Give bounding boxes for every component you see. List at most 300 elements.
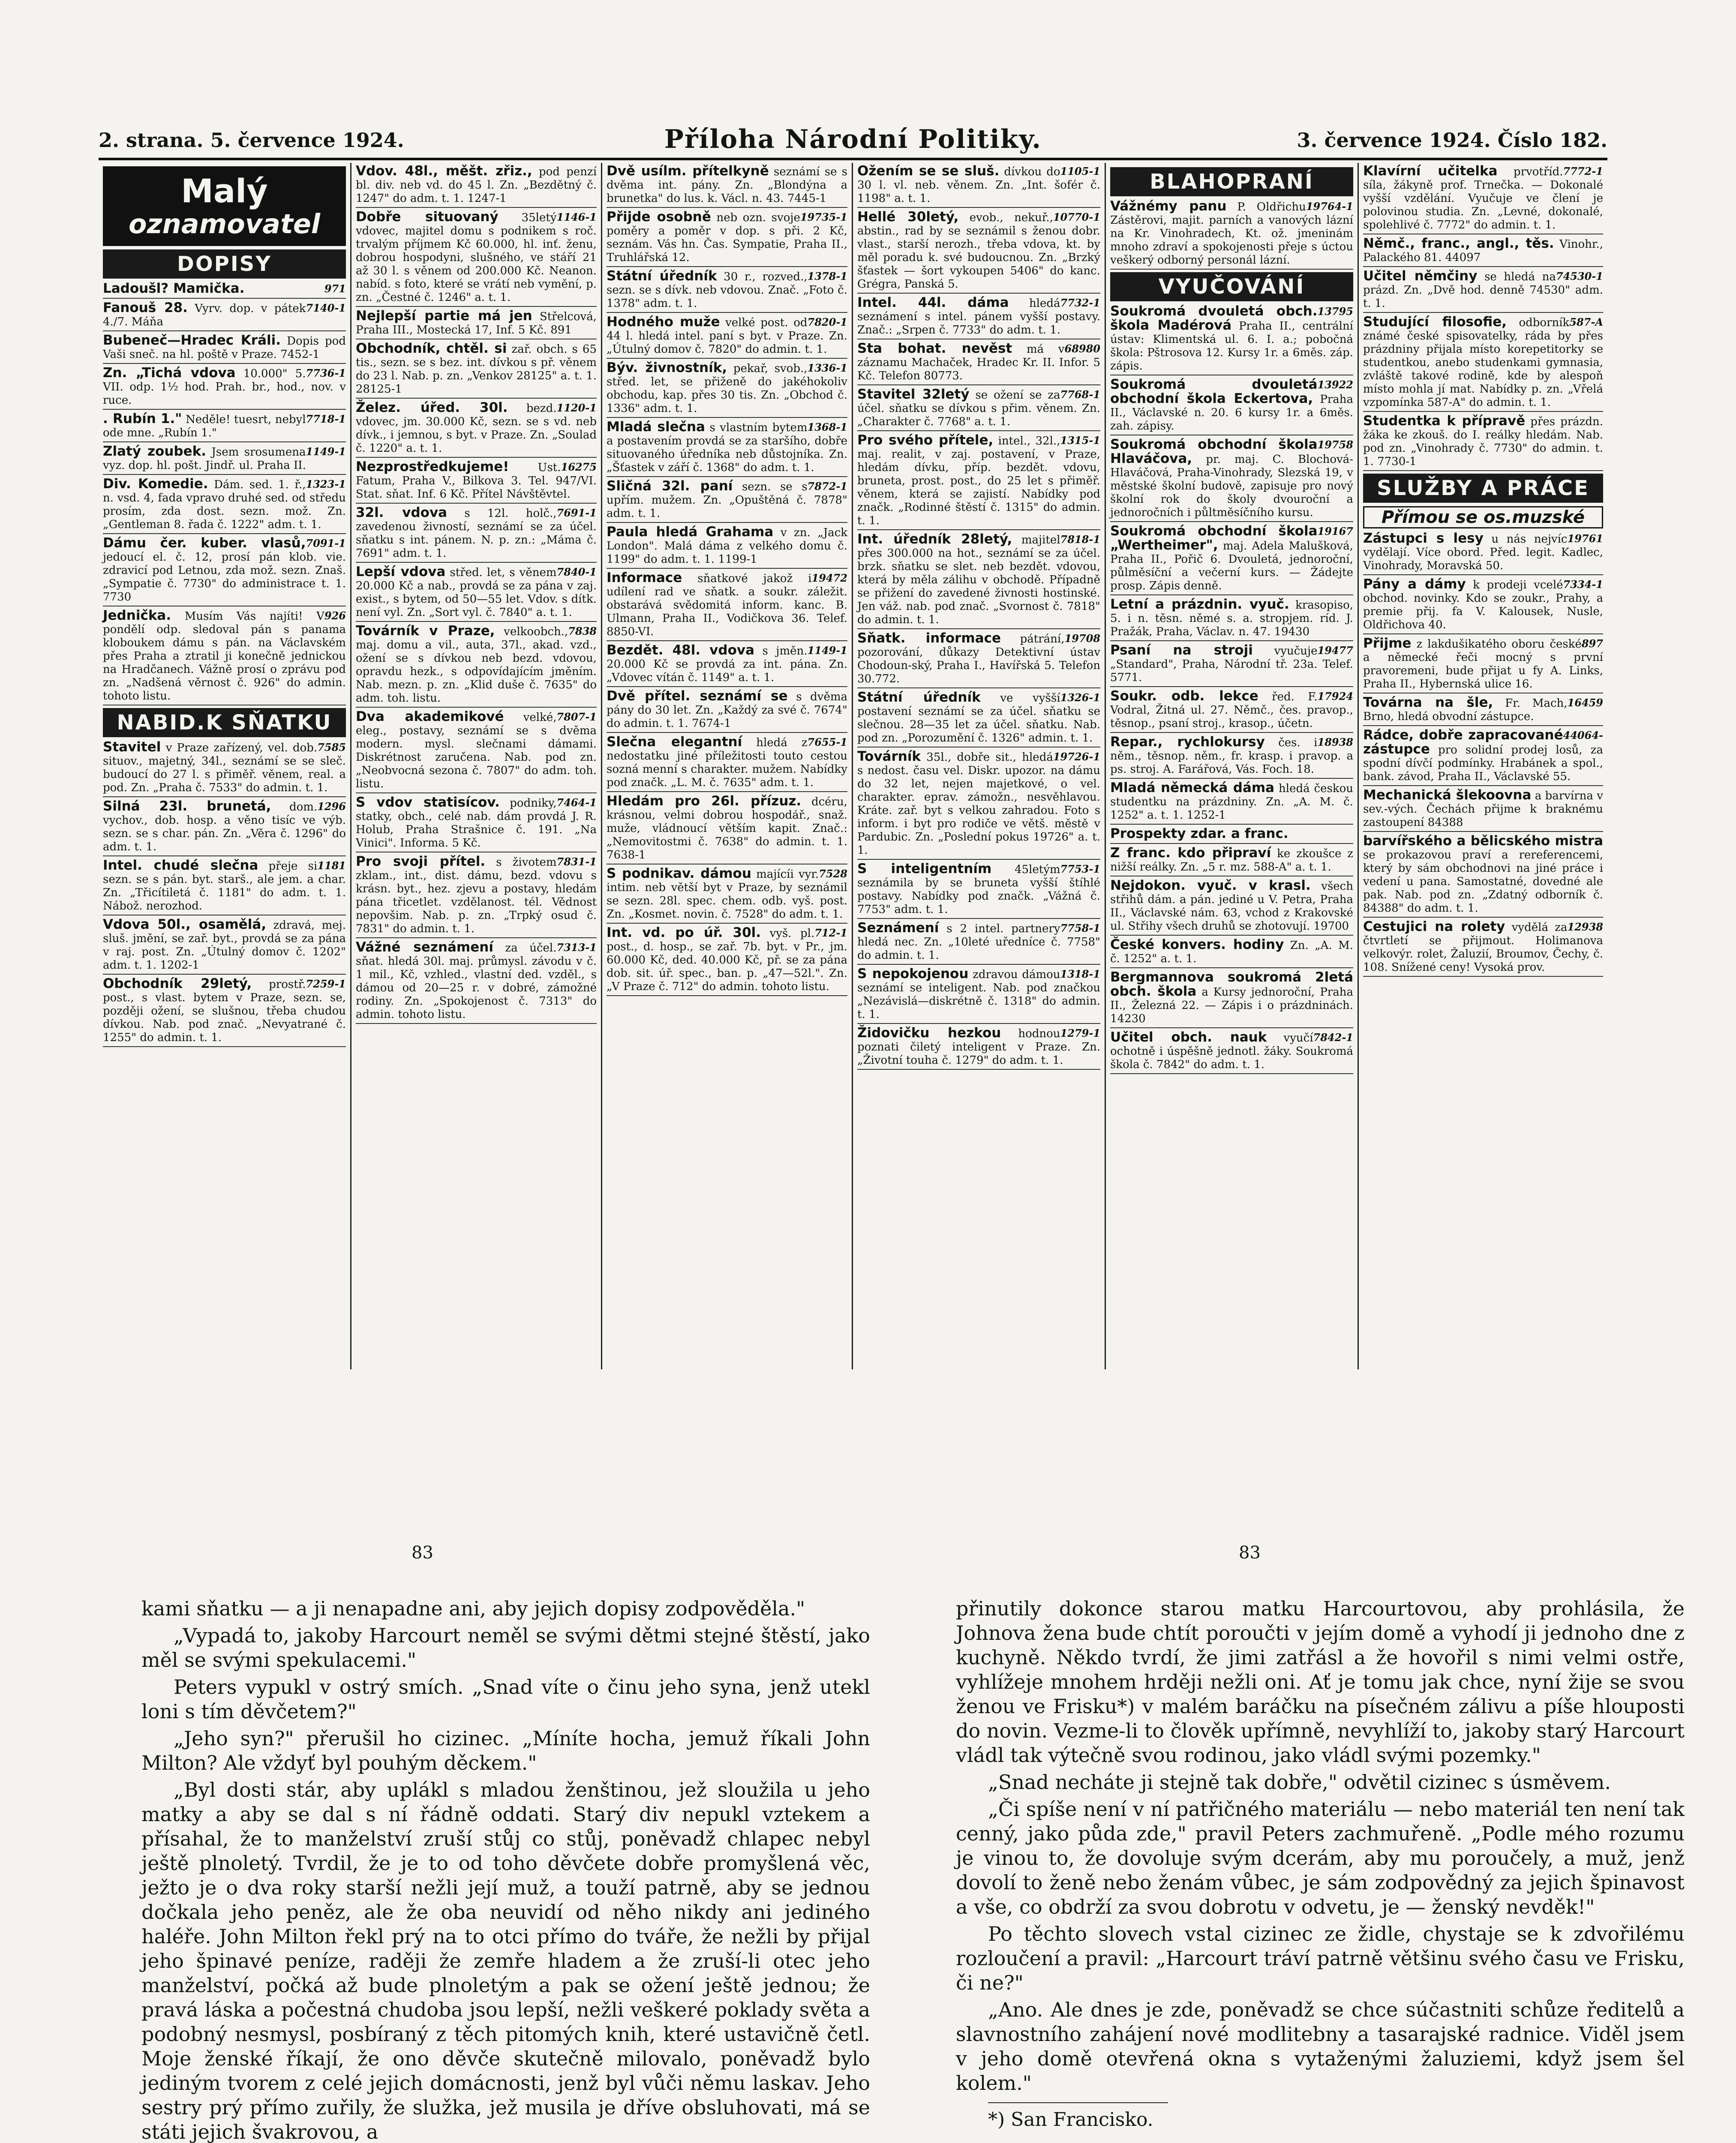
classified-ad bbox=[857, 691, 1100, 747]
ad-text: Zn. „A. M. č. 1252" a. t. 1. bbox=[1110, 939, 1353, 965]
ad-headline: Učitel obch. nauk bbox=[1110, 1029, 1267, 1045]
ad-text: 35letý vdovec, majitel domu s podnikem s roč. trvalým příjmem Kč 60.000, hl. inť. ženu, dobrou hospodyni, slušného, ve stáří 21 až 30 l. s věnem od 200.000 Kč. Neanon. nabíd. s foto, které se vrátí neb vymění, p. zn. „Čestné č. 1246" a. t. 1. bbox=[356, 211, 597, 304]
ad-list bbox=[356, 165, 597, 1024]
ad-text: vydělá za čtvrtletí se přijmout. Holimanova velkovýr. rolet, Žaluzií, Broumov, Čechy, č. 108. Snížené ceny! Vysoká prov. bbox=[1363, 921, 1603, 974]
ad-number: 7140-1 bbox=[306, 302, 346, 314]
classified-ad bbox=[1363, 789, 1603, 832]
ad-number: 7842-1 bbox=[1313, 1031, 1353, 1044]
classified-ad bbox=[1363, 696, 1603, 726]
ad-headline: Továrna na šle, bbox=[1363, 695, 1493, 710]
ad-text: podniky, statky, obch., celé nab. dám provdá J. R. Holub, Praha Strašnice č. 191. „Na Vinici". Informa. 5 Kč. bbox=[356, 797, 597, 849]
ad-text: 10.000" 5. VII. odp. 1½ hod. Prah. br., hod., nov. v ruce. bbox=[103, 367, 346, 407]
ad-headline: Hledám pro 26l. přízuz. bbox=[607, 793, 802, 809]
ad-headline: Pro svého přítele, bbox=[857, 432, 994, 448]
classified-ad bbox=[857, 165, 1100, 208]
ad-list bbox=[607, 165, 847, 996]
classified-ad bbox=[1363, 920, 1603, 977]
ad-number: 1279-1 bbox=[1060, 1027, 1100, 1039]
ad-text: Střelcová, Praha III., Mostecká 17, Inf. 5 Kč. 891 bbox=[356, 310, 597, 336]
ad-number: 7334-1 bbox=[1563, 578, 1603, 591]
ad-headline: Prospekty zdar. a franc. bbox=[1110, 826, 1288, 841]
ad-number: 19472 bbox=[811, 572, 847, 584]
classified-ad bbox=[356, 624, 597, 708]
ad-headline: Intel. 44l. dáma bbox=[857, 295, 1009, 310]
ad-headline: Dvě přítel. seznámí se bbox=[607, 688, 788, 704]
ad-number: 7872-1 bbox=[807, 480, 847, 492]
section-heading: BLAHOPRANÍ bbox=[1110, 167, 1353, 196]
classified-ad bbox=[607, 315, 847, 359]
column-5 bbox=[1106, 163, 1359, 1369]
classified-ad bbox=[103, 334, 346, 364]
ad-text: velké post. od 44 l. hledá intel. paní s byt. v Praze. Zn. „Útulný domov č. 7820" do admin. t. 1. bbox=[607, 316, 847, 356]
ad-number: 7091-1 bbox=[306, 537, 346, 549]
ad-headline: Silná 23l. brunetá, bbox=[103, 798, 271, 814]
ad-headline: Letní a prázdnin. vyuč. bbox=[1110, 597, 1289, 612]
story-paragraph: „Snad necháte ji stejně tak dobře," odvětil cizinec s úsměvem. bbox=[988, 1771, 1611, 1794]
ad-headline: Zástupci s lesy bbox=[1363, 531, 1484, 546]
column-4 bbox=[853, 163, 1106, 1369]
ad-text: vyš. pl. post., d. hosp., se zař. 7b. byt. v Pr., jm. 60.000 Kč, ded. 40.000 Kč, př. se za pána dob. sit. úř. spec., ban. p. „47—52l.". Zn. „V Praze č. 712" do admin. tohoto listu. bbox=[607, 927, 847, 993]
section-heading: NABID.K SŇATKU bbox=[103, 708, 346, 737]
classified-ad bbox=[1363, 834, 1603, 918]
page-number-right: 83 bbox=[1239, 1543, 1261, 1563]
classified-ad bbox=[1363, 729, 1603, 786]
ad-text: pro solidní prodej losů, za spodní dívčí podmínky. Hrabánek a spol., bank. závod, Praha II., Václavské 55. bbox=[1363, 744, 1603, 783]
ad-headline: Mladá německá dáma bbox=[1110, 780, 1275, 795]
ad-headline: S podnikav. dámou bbox=[607, 866, 751, 881]
ad-number: 7736-1 bbox=[306, 367, 346, 379]
masthead-logo bbox=[103, 166, 346, 246]
ad-text: střed. let, s věnem 20.000 Kč a nab., provdá se za pána v zaj. exist., s bytem, od 50—55 let. Vdov. s dítk. není vyl. Zn. „Sort vyl. č. 7840" a. t. 1. bbox=[356, 566, 597, 619]
ad-text: krasopiso, 5. i n. těsn. němé s. a. stropjem. ríd. J. Pražák, Praha, Václav. n. 47. 19430 bbox=[1110, 599, 1353, 638]
ad-headline: Div. Komedie. bbox=[103, 476, 208, 492]
ad-text: u nás nejvíc vydělají. Více obord. Před. legit. Kadlec, Vinohrady, Moravská 50. bbox=[1363, 533, 1603, 572]
ad-headline: Vdov. 48l., měšt. zřiz., bbox=[356, 163, 532, 179]
ad-number: 1315-1 bbox=[1060, 434, 1100, 447]
classified-ad bbox=[1110, 644, 1353, 687]
ad-text: v Praze zařízený, vel. dob. situov., majetný, 34l., seznámí se se sleč. budoucí do 27 l. s přiměř. věnem, real. a pod. Zn. „Praha č. 7533" do admin. t. 1. bbox=[103, 741, 346, 794]
ad-text: 45letým seznámila by se bruneta vyšší štíhlé postavy. Nabídky pod značk. „Vážná č. 7753" adm. t. 1. bbox=[857, 863, 1100, 916]
ad-headline: Fanouš 28. bbox=[103, 300, 188, 315]
ad-text: Musím Vás najíti! V pondělí odp. sledoval pán s panama kloboukem dámu s pán. na Václavském přes Praha a ztratil ji konečně jednickou na Hradčanech. Vážně prosí o zprávu pod zn. „Nadšená věrnost č. 926" do admin. tohoto listu. bbox=[103, 610, 346, 702]
story-paragraph: „Jeho syn?" přerušil ho cizinec. „Míníte hocha, jemuž říkali John Milton? Ale vždyť byl pouhým děckem." bbox=[141, 1727, 870, 1774]
ad-text: ke zkoušce z nižší reálky. Zn. „5 r. mz. 588-A" a. t. 1. bbox=[1110, 847, 1354, 873]
ad-text: Praha II., Václavské n. 20. 6 kursy 1r. a 6měs. zah. zápisy. bbox=[1110, 393, 1353, 432]
paragraph-list bbox=[956, 1597, 1685, 2095]
ad-number: 1296 bbox=[317, 800, 346, 813]
ad-number: 587-A bbox=[1569, 316, 1603, 328]
header-rule bbox=[99, 158, 1607, 160]
ad-headline: Sličná 32l. paní bbox=[607, 478, 733, 494]
classified-ad bbox=[857, 388, 1100, 431]
classified-ad bbox=[103, 859, 346, 915]
ad-text: Vinohr., Palackého 81. 44097 bbox=[1363, 238, 1604, 264]
ad-headline: Přijme bbox=[1363, 636, 1412, 651]
classified-ad bbox=[103, 537, 346, 606]
ad-number: 19758 bbox=[1317, 438, 1353, 451]
ad-number: 7772-1 bbox=[1563, 165, 1603, 177]
classified-ad bbox=[1363, 578, 1603, 634]
ad-number: 19735-1 bbox=[800, 211, 847, 223]
ad-text: dívkou do 30 l. vl. neb. věnem. Zn. „Int. šofér č. 1198" a. t. 1. bbox=[857, 165, 1100, 205]
ad-text: zdravá, mej. sluš. jmění, se zař. byt., provdá se za pána v raj. post. Zn. „Útulný domov č. 1202" adm. t. 1. 1202-1 bbox=[103, 919, 346, 972]
ad-headline: Lepší vdova bbox=[356, 564, 446, 579]
ad-number: 1318-1 bbox=[1060, 968, 1100, 980]
ad-text: Ust. Fatum, Praha V., Bilkova 3. Tel. 947/VI. Stat. sňat. Inf. 6 Kč. Přítel Návštěvtel. bbox=[356, 461, 597, 501]
ad-headline: Nejlepší partie má jen bbox=[356, 308, 532, 324]
ad-text: za účel. sňat. hledá 30l. maj. průmysl. závodu v č. 1 mil., Kč, vzhled., vlastní ded. vzděl., s dámou od 20—25 r. v dobré, zámožné rodiny. Zn. „Spokojenost č. 7313" do admin. tohoto listu. bbox=[356, 942, 597, 1021]
footnote: *) San Francisko. bbox=[988, 2109, 1153, 2131]
ad-headline: Sňatk. informace bbox=[857, 630, 1001, 646]
ad-headline: Bubeneč—Hradec Králi. bbox=[103, 333, 281, 348]
classified-ad bbox=[103, 366, 346, 410]
ad-number: 10770-1 bbox=[1053, 211, 1100, 223]
classified-ad bbox=[857, 632, 1100, 688]
classified-ad bbox=[857, 921, 1100, 965]
ad-text: Fr. Mach, Brno, hledá obvodní zástupce. bbox=[1363, 697, 1568, 723]
ad-list bbox=[1110, 200, 1353, 270]
ad-headline: Bergmannova soukromá 2letá obch. škola bbox=[1110, 969, 1353, 999]
classified-ad bbox=[1363, 237, 1603, 267]
ad-headline: Intel. chudé slečna bbox=[103, 858, 258, 873]
ad-number: 971 bbox=[324, 282, 346, 295]
classified-ad bbox=[607, 420, 847, 477]
ad-number: 16459 bbox=[1567, 696, 1603, 709]
ad-number: 74530-1 bbox=[1556, 270, 1603, 282]
ad-number: 1149-1 bbox=[807, 644, 847, 657]
ad-number: 18938 bbox=[1317, 736, 1353, 748]
classified-ad bbox=[1363, 270, 1603, 313]
ad-text: Jsem srosumena vyz. dop. hl. pošt. Jindř. ul. Praha II. bbox=[103, 446, 306, 472]
ad-headline: Továrník bbox=[857, 749, 921, 764]
classified-ad bbox=[356, 460, 597, 504]
classified-ad bbox=[1110, 1031, 1353, 1074]
ad-text: Vyrv. dop. v pátek 4./7. Máňa bbox=[103, 302, 306, 328]
ad-number: 7820-1 bbox=[807, 316, 847, 328]
ad-text: a Kursy jednoroční, Praha II., Železná 22. — Zápis i o prázdninách. 14230 bbox=[1110, 986, 1353, 1025]
classified-ad bbox=[857, 434, 1100, 530]
footnote-rule bbox=[988, 2102, 1168, 2103]
ad-text: pekař, svob., střed. let, se přiženě do jakéhokoliv obchodu, kap. přes 30 tis. Zn. „Obchod č. 1336" adm. t. 1. bbox=[607, 362, 847, 415]
classified-ad bbox=[103, 918, 346, 975]
ad-number: 1146-1 bbox=[556, 211, 597, 223]
classified-ad bbox=[1110, 305, 1353, 375]
ad-headline: Cestujici na rolety bbox=[1363, 919, 1505, 934]
ad-text: intel., 32l., maj. realit, v zaj. postavení, v Praze, hledám dívku, příp. bezdět. vdovu, bruneta, prost. post., do 25 let s přiměř. věnem, která se zajistí. Nabídky pod značk. „Rodinné štěstí č. 1315" do admin. t. 1. bbox=[857, 435, 1100, 527]
ad-headline: Soukr. odb. lekce bbox=[1110, 688, 1258, 704]
ad-headline: Int. úředník 28letý, bbox=[857, 531, 1012, 547]
column-3 bbox=[602, 163, 853, 1369]
ad-headline: Němč., franc., angl., těs. bbox=[1363, 236, 1554, 251]
ad-text: 30 r., rozved., sezn. se s dívk. neb vdovou. Znač. „Foto č. 1378" adm. t. 1. bbox=[607, 270, 847, 310]
ad-number: 1181 bbox=[317, 859, 346, 872]
classified-ad bbox=[1110, 690, 1353, 733]
ad-text: k prodeji vcelé obchod. novinky. Kdo se zoukr., Prahy, a premie přij. fa V. Kalousek, Nusle, Oldřichova 40. bbox=[1363, 579, 1603, 631]
ad-text: P. Oldřichu Zástěrovi, majit. parních a vanových lázní na Kr. Vinohradech, Kt. ož. jmeninám mnoho zdraví a spokojenosti přeje s úctou veškerý odborný personál lázní. bbox=[1110, 201, 1353, 267]
classified-ad bbox=[607, 480, 847, 523]
ad-headline: Obchodník 29letý, bbox=[103, 976, 252, 991]
ad-number: 7585 bbox=[317, 741, 346, 753]
ad-number: 1323-1 bbox=[306, 478, 346, 490]
classified-ad bbox=[857, 750, 1100, 860]
ad-number: 7818-1 bbox=[1060, 533, 1100, 546]
classified-ad bbox=[857, 1026, 1100, 1070]
classified-ad bbox=[607, 690, 847, 733]
ad-text: jedoucí el. č. 12, prosí pán klob. vie. zdravicí pod Letnou, zda mož. sezn. Znaš. „Sympatie č. 7730" do administrace t. 1. 7730 bbox=[103, 551, 346, 603]
ad-headline: Repar., rychlokursy bbox=[1110, 734, 1265, 750]
classified-ad bbox=[356, 309, 597, 339]
ad-text: velkoobch., maj. domu a vil., auta, 37l., akad. vzd., ožení se s dívkou neb bezd. vdovou, opravdu hezk., s odpovídajícím jměním. Nab. mezn. p. zn. „Klid duše č. 7635" do adm. toh. listu. bbox=[356, 625, 597, 705]
ad-headline: Pány a dámy bbox=[1363, 576, 1466, 592]
ad-headline: Učitel němčiny bbox=[1363, 268, 1478, 284]
ad-headline: České konvers. hodiny bbox=[1110, 937, 1284, 952]
ad-text: čes. i něm., těsnop. něm., fr. krasp. i pravop. a ps. stroj. A. Farářová, Vás. Foch. 18. bbox=[1110, 736, 1353, 776]
header-right: 3. července 1924. Číslo 182. bbox=[1297, 129, 1607, 152]
ad-headline: S nepokojenou bbox=[857, 966, 969, 981]
ad-number: 7840-1 bbox=[556, 566, 597, 578]
ad-number: 1105-1 bbox=[1060, 165, 1100, 177]
classifieds-section bbox=[99, 163, 1607, 1369]
classified-ad bbox=[103, 301, 346, 331]
ad-headline: Býv. živnostník, bbox=[607, 360, 727, 375]
ad-text: seznámí se s dvěma int. pány. Zn. „Blondýna a brunetka" do lus. k. Václ. n. 43. 7445-1 bbox=[607, 165, 847, 205]
ad-number: 19167 bbox=[1317, 525, 1353, 537]
ad-text: Dám. sed. 1. ř., n. vsd. 4, fada vpravo druhé sed. od středu prosím, zda dost. sezn. mož. Zn. „Gentleman 8. řada č. 1222" adm. t. 1. bbox=[103, 478, 346, 531]
ad-headline: Dvě usílm. přítelkyně bbox=[607, 163, 769, 179]
ad-number: 1149-1 bbox=[306, 445, 346, 458]
ad-number: 44064- bbox=[1563, 729, 1603, 741]
ad-headline: Psaní na stroji bbox=[1110, 642, 1253, 658]
ad-text: se hledá na prázd. Zn. „Dvě hod. denně 74530" adm. t. 1. bbox=[1363, 270, 1603, 310]
ad-number: 19761 bbox=[1567, 532, 1603, 545]
ad-number: 7691-1 bbox=[556, 507, 597, 519]
ad-text: pod penzí bl. div. neb vd. do 45 l. Zn. „Bezdětný č. 1247" do adm. t. 1. 1247-1 bbox=[356, 165, 597, 205]
ad-text: ve vyšší postavení seznámí se za účel. sňatku se slečnou. 28—35 let za účel. sňatku. Nab. pod zn. „Porozumění č. 1326" admin. t. 1. bbox=[857, 692, 1100, 744]
ad-text: prvotříd. síla, žákyně prof. Trnečka. — Dokonalé vyšší vzdělání. Vyučuje ve člení je polovinou studia. Zn. „Levné, dokonalé, spolehlivé č. 7772" do admin. t. 1. bbox=[1363, 165, 1603, 231]
ad-text: majícíi vyr. intim. neb větší byt v Praze, by seznámil se sezn. 28l. spec. chem. odb. vyš. post. Zn. „Kosmet. novin. č. 7528" do adm. t. 1. bbox=[607, 868, 847, 921]
ad-number: 926 bbox=[324, 609, 346, 622]
ad-headline: Želez. úřed. 30l. bbox=[356, 400, 508, 415]
ad-text: pátrání, pozorování, důkazy Detektivní ústav Chodoun-ský, Praha I., Havířská 5. Telefon 30.772. bbox=[857, 633, 1100, 685]
ad-number: 7464-1 bbox=[556, 796, 597, 809]
classified-ad bbox=[1363, 165, 1603, 234]
classified-ad bbox=[356, 342, 597, 399]
ad-number: 12938 bbox=[1567, 921, 1603, 933]
classified-ad bbox=[857, 296, 1100, 339]
ad-text: hledá seznámení s intel. pánem vyšší postavy. Znač.: „Srpen č. 7733" do adm. t. 1. bbox=[857, 297, 1100, 336]
classified-ad bbox=[607, 735, 847, 792]
classified-ad bbox=[356, 210, 597, 307]
ad-text: přes prázdn. žáka ke zkouš. do I. reálky hledám. Nab. pod zn. „Vinohrady č. 7730" do admin. t. 1. 7730-1 bbox=[1363, 415, 1603, 468]
classified-ad bbox=[103, 477, 346, 534]
ad-text: hodnou poznati čiletý inteligent v Praze. Zn. „Životní touha č. 1279" do adm. t. 1. bbox=[857, 1027, 1100, 1067]
ad-text: Neděle! tuesrt, nebyl ode mne. „Rubín 1." bbox=[103, 413, 306, 439]
ad-headline: Dobře situovaný bbox=[356, 209, 499, 225]
story-column-left bbox=[141, 1597, 870, 2143]
classified-ad bbox=[1110, 525, 1353, 595]
classified-ad bbox=[103, 609, 346, 705]
ad-headline: Ladoušl? Mamička. bbox=[103, 281, 245, 296]
ad-number: 17924 bbox=[1317, 690, 1353, 702]
story-paragraph: přinutily dokonce starou matku Harcourtovou, aby prohlásila, že Johnova žena bude chtít poroučti v jejím domě a vyhodí ji jednoho dne z kuchyně. Někdo tvrdí, že jimi zatřásl a že hovořil s nimi velmi ostře, vyhlížeje mnohem hrději nežli oni. Ať je tomu jak chce, nyní žije se svou ženou ve Frisku*) v malém baráčku na písečném zálivu a píše hlouposti do novin. Vezme-li to člověk upřímně, nevyhlíží to, jakoby starý Harcourt vládl tak výtečně svou rodinou, jako vládl svými pozemky." bbox=[956, 1597, 1685, 1767]
ad-text: dom. vychov., dob. hosp. a věno tisíc ve výb. sezn. se s char. pán. Zn. „Věra č. 1296" do adm. t. 1. bbox=[103, 801, 346, 853]
ad-text: řed. F. Vodral, Žitná ul. 27. Němč., čes. pravop., těsnop., psaní stroj., krasop., účetn. bbox=[1110, 690, 1353, 730]
classified-ad bbox=[1363, 414, 1603, 471]
ad-text: s 12l. holč., zavedenou živností, seznámí se za účel. sňatku s int. pánem. N. p. zn.: „Máma č. 7691" adm. t. 1. bbox=[356, 507, 597, 560]
paragraph-list bbox=[141, 1597, 870, 2143]
ad-headline: Seznámení bbox=[857, 920, 939, 936]
ad-text: s dvěma pány do 30 let. Zn. „Každý za své č. 7674" do admin. t. 1. 7674-1 bbox=[607, 690, 847, 730]
ad-number: 1368-1 bbox=[807, 421, 847, 433]
ad-text: evob., nekuř., abstin., rad by se seznámil s ženou dobr. vlast., starší nerozh., třeba vdova, kt. by měl poradu k. své budoucnou. Zn. „Brzký šťastek — šort vykoupen 5406" do kanc. Grégra, Panská 5. bbox=[857, 211, 1100, 291]
ad-text: v zn. „Jack London". Malá dáma z velkého domu č. 1199" do adm. t. 1. 1199-1 bbox=[607, 526, 848, 566]
story-paragraph: „Či spíše není v ní patřičného materiálu — nebo materiál ten není tak cenný, jako půda zde," pravil Peters zachmuřeně. „Podle mého rozumu je vinou to, že dovoluje svým dcerám, aby mu poroučely, a muž, jenž dovolí to ženě nebo ženám vůbec, je sám zodpovědný za jejich špinavost a vše, co obdrží za svou dobrotu v odvetu, je — ženský nevděk!" bbox=[956, 1798, 1685, 1918]
ad-headline: Zlatý zoubek. bbox=[103, 444, 207, 459]
column-1 bbox=[99, 163, 351, 1369]
ad-headline: Soukromá obchodní škola „Wertheimer", bbox=[1110, 523, 1318, 553]
classified-ad bbox=[103, 741, 346, 797]
ad-text: prostř. post., s vlast. bytem v Praze, sezn. se, později ožení, se slušnou, třeba chudou dívkou. Nab. pod znač. „Nevyatrané č. 1255" do admin. t. 1. bbox=[103, 978, 346, 1044]
ad-headline: S inteligentním bbox=[857, 861, 992, 876]
ad-text: zdravou dámou seznámí se inteligent. Nab. pod značkou „Nezávislá—diskrétně č. 1318" do admin. t. 1. bbox=[857, 968, 1100, 1021]
ad-number: 7838 bbox=[568, 625, 597, 637]
classified-ad bbox=[356, 506, 597, 563]
ad-number: 7259-1 bbox=[306, 978, 346, 990]
classified-ad bbox=[1110, 971, 1353, 1028]
ad-headline: Vdova 50l., osamělá, bbox=[103, 917, 267, 932]
classified-ad bbox=[356, 855, 597, 938]
ad-headline: Pro svoji přítel. bbox=[356, 854, 486, 869]
ad-headline: Sta bohat. nevěst bbox=[857, 341, 1012, 356]
ad-headline: Ožením se se sluš. bbox=[857, 163, 1000, 179]
classified-ad bbox=[103, 412, 346, 442]
page-number-left: 83 bbox=[411, 1543, 433, 1563]
ad-number: 7528 bbox=[819, 867, 847, 880]
ad-headline: Státní úředník bbox=[607, 268, 717, 284]
column-2 bbox=[351, 163, 602, 1369]
ad-number: 1120-1 bbox=[556, 402, 597, 414]
ad-text: přeje si sezn. se s pán. byt. starš., ale jem. a char. Zn. „Třicítiletá č. 1181" do adm. t. 1. Nábož. nerozhod. bbox=[103, 860, 346, 912]
ad-headline: Bezdět. 48l. vdova bbox=[607, 642, 754, 658]
ad-text: Dopis pod Vaši sneč. na hl. poště v Praze. 7452-1 bbox=[103, 335, 346, 361]
ad-headline: S vdov statisícov. bbox=[356, 795, 500, 810]
classified-ad bbox=[1110, 879, 1353, 936]
ad-headline: Vážnémy panu bbox=[1110, 198, 1227, 214]
ad-headline: Studentka k přípravě bbox=[1363, 413, 1526, 429]
section-heading: VYUČOVÁNÍ bbox=[1110, 272, 1353, 301]
ad-headline: Vážné seznámení bbox=[356, 939, 493, 955]
classified-ad bbox=[103, 977, 346, 1047]
classified-ad bbox=[356, 796, 597, 852]
ad-headline: . Rubín 1." bbox=[103, 411, 182, 426]
ad-number: 897 bbox=[1581, 637, 1603, 650]
ad-headline: Soukromá dvouletá obchodní škola Eckertova, bbox=[1110, 377, 1318, 406]
ad-number: 13922 bbox=[1317, 378, 1353, 391]
ad-text: neb ozn. svoje poměry a poměr v dop. s při. 2 Kč, seznám. Vás hn. Čas. Sympatie, Praha II., Truhlářská 12. bbox=[607, 211, 847, 264]
ad-number: 1326-1 bbox=[1060, 691, 1100, 704]
classified-ad bbox=[1110, 200, 1353, 270]
ad-headline: Státní úředník bbox=[857, 690, 981, 705]
classified-ad bbox=[607, 165, 847, 208]
ad-list bbox=[103, 282, 346, 705]
ad-headline: Stavitel 32letý bbox=[857, 387, 970, 402]
classified-ad bbox=[857, 210, 1100, 294]
newspaper-title: Příloha Národní Politiky. bbox=[664, 124, 1042, 154]
ad-text: se prokazovou praví a rereferencemi, který by sám obchodnovi na jiné práce i vedení u pana. Samostatné, dovedné ale pak. Nab. pod zn. „Zdatný odborník č. 84388" do adm. t. 1. bbox=[1363, 849, 1603, 915]
story-paragraph: „Vypadá to, jakoby Harcourt neměl se svými dětmi stejné štěstí, jako měl se svými spekulacemi." bbox=[141, 1624, 870, 1672]
ad-headline: Dva akademikové bbox=[356, 709, 504, 724]
ad-number: 1336-1 bbox=[807, 362, 847, 374]
ad-headline: Továrník v Praze, bbox=[356, 623, 495, 639]
ad-number: 13795 bbox=[1317, 305, 1353, 318]
ad-headline: Rádce, dobře zapracované zástupce bbox=[1363, 727, 1563, 757]
ad-headline: Hellé 30letý, bbox=[857, 209, 959, 225]
ad-text: a barvírna v sev.-vých. Čechách přijme k braknému zastoupení 84388 bbox=[1363, 789, 1603, 829]
classified-ad bbox=[103, 445, 346, 475]
classified-ad bbox=[1110, 438, 1353, 522]
ad-text: s 2 intel. partnery hledá nec. Zn. „10leté uředníce č. 7758" do admin. t. 1. bbox=[857, 922, 1100, 962]
classified-ad bbox=[1363, 532, 1603, 575]
classified-ad bbox=[607, 571, 847, 641]
classified-ad bbox=[1110, 846, 1353, 876]
ad-headline: 32l. vdova bbox=[356, 505, 448, 520]
ad-headline: Hodného muže bbox=[607, 314, 720, 330]
ad-list bbox=[1363, 532, 1603, 977]
ad-number: 7807-1 bbox=[556, 711, 597, 723]
story-paragraph: Peters vypukl v ostrý smích. „Snad víte o činu jeho syna, jenž utekl loni s tím děvčetem?" bbox=[141, 1675, 870, 1723]
classified-ad bbox=[1363, 637, 1603, 693]
ad-text: hledá českou studentku na prázdniny. Zn. „A. M. č. 1252" a. t. 1. 1252-1 bbox=[1110, 782, 1353, 822]
masthead-line1: Malý bbox=[181, 172, 268, 210]
classified-ad bbox=[1110, 827, 1353, 844]
ad-headline: Z franc. kdo připraví bbox=[1110, 845, 1271, 861]
masthead-line2: oznamovatel bbox=[128, 208, 321, 240]
ad-text: sezn. se s upřím. mužem. Zn. „Opuštěná č. 7878" adm. t. 1. bbox=[607, 480, 847, 520]
ad-text: zař. obch. s 65 tis., sezn. se s bez. int. dívkou s př. věnem do 23 l. Nab. p. zn. „Venkov 28125" a. t. 1. 28125-1 bbox=[356, 343, 597, 396]
ad-text: vyučuje „Standard", Praha, Národní tř. 23a. Telef. 5771. bbox=[1110, 645, 1353, 684]
ad-headline: Zn. „Tichá vdova bbox=[103, 365, 236, 381]
ad-list bbox=[1110, 305, 1353, 1074]
ad-headline: Dámu čer. kuber. vlasů, bbox=[103, 535, 306, 551]
ad-text: maj. Adela Malušková, Praha II., Pořič 6. Dvouletá, jednoroční, půlměsíční a večerní kurs. — Žádejte prosp. Zápis denně. bbox=[1110, 540, 1353, 592]
ad-number: 1378-1 bbox=[807, 270, 847, 282]
ad-number: 712-1 bbox=[814, 927, 847, 939]
ad-text: s jměn. 20.000 Kč se provdá za int. pána. Zn. „Vdovec vítán č. 1149" a. t. 1. bbox=[607, 645, 847, 684]
section-heading: DOPISY bbox=[103, 249, 346, 279]
ad-headline: Int. vd. po úř. 30l. bbox=[607, 925, 761, 940]
classified-ad bbox=[1110, 378, 1353, 435]
ad-headline: Soukromá dvouletá obch. škola Madérová bbox=[1110, 303, 1318, 333]
ad-headline: Klavírní učitelka bbox=[1363, 163, 1498, 179]
ad-text: pr. maj. C. Blochová-Hlaváčová, Praha-Vinohrady, Slezská 19, v městské školní budově, zapisuje pro nový školní rok do školy dvouroční a jednoročních i půltměsíčního kursu. bbox=[1110, 453, 1354, 519]
classified-ad bbox=[356, 565, 597, 622]
ad-headline: Obchodník, chtěl. si bbox=[356, 341, 507, 356]
classified-ad bbox=[607, 795, 847, 864]
ad-text: bezd. vdovec, jm. 30.000 Kč, sezn. se s vd. neb dívk., i jemnou, s byt. v Praze. Zn. „Soulad č. 1220" a. t. 1. bbox=[356, 402, 597, 455]
story-paragraph: kami sňatku — a ji nenapadne ani, aby jejich dopisy zodpověděla." bbox=[141, 1597, 805, 1620]
ad-text: všech střihů dám. a pán. jediné u V. Petra, Praha II., Václavské nám. 63, vchod z Krakovské ul. Střihy všech druhů se zhotovují. 19700 bbox=[1110, 880, 1353, 933]
ad-number: 7758-1 bbox=[1060, 922, 1100, 934]
ad-headline: Informace bbox=[607, 570, 682, 585]
classified-ad bbox=[356, 941, 597, 1024]
ad-headline: Nejdokon. vyuč. v krasl. bbox=[1110, 878, 1311, 893]
story-paragraph: Po těchto slovech vstal cizinec ze židle, chystaje se k zdvořilému rozloučení a pravil: „Harcourt tráví patrně většinu svého času ve Frisku, či ne?" bbox=[956, 1922, 1685, 1994]
classified-ad bbox=[857, 967, 1100, 1024]
classified-ad bbox=[1110, 598, 1353, 641]
classified-ad bbox=[607, 867, 847, 924]
ad-text: majitel přes 300.000 na hot., seznámí se za účel. brzk. sňatku se slet. neb bezdět. vdovou, která by měla zálihu v obchodě. Případně se přižení do zavedené živnosti hostinské. Jen váž. nab. pod znač. „Svornost č. 7818" do admin. t. 1. bbox=[857, 534, 1100, 626]
story-paragraph: „Ano. Ale dnes je zde, poněvadž se chce súčastniti schůze ředitelů a slavnostního zahájení nové modlitebny a tasarajské radnice. Viděl jsem v jeho domě otevřená okna s vytaženými žaluziemi, když jsem šel kolem." bbox=[956, 1998, 1685, 2095]
